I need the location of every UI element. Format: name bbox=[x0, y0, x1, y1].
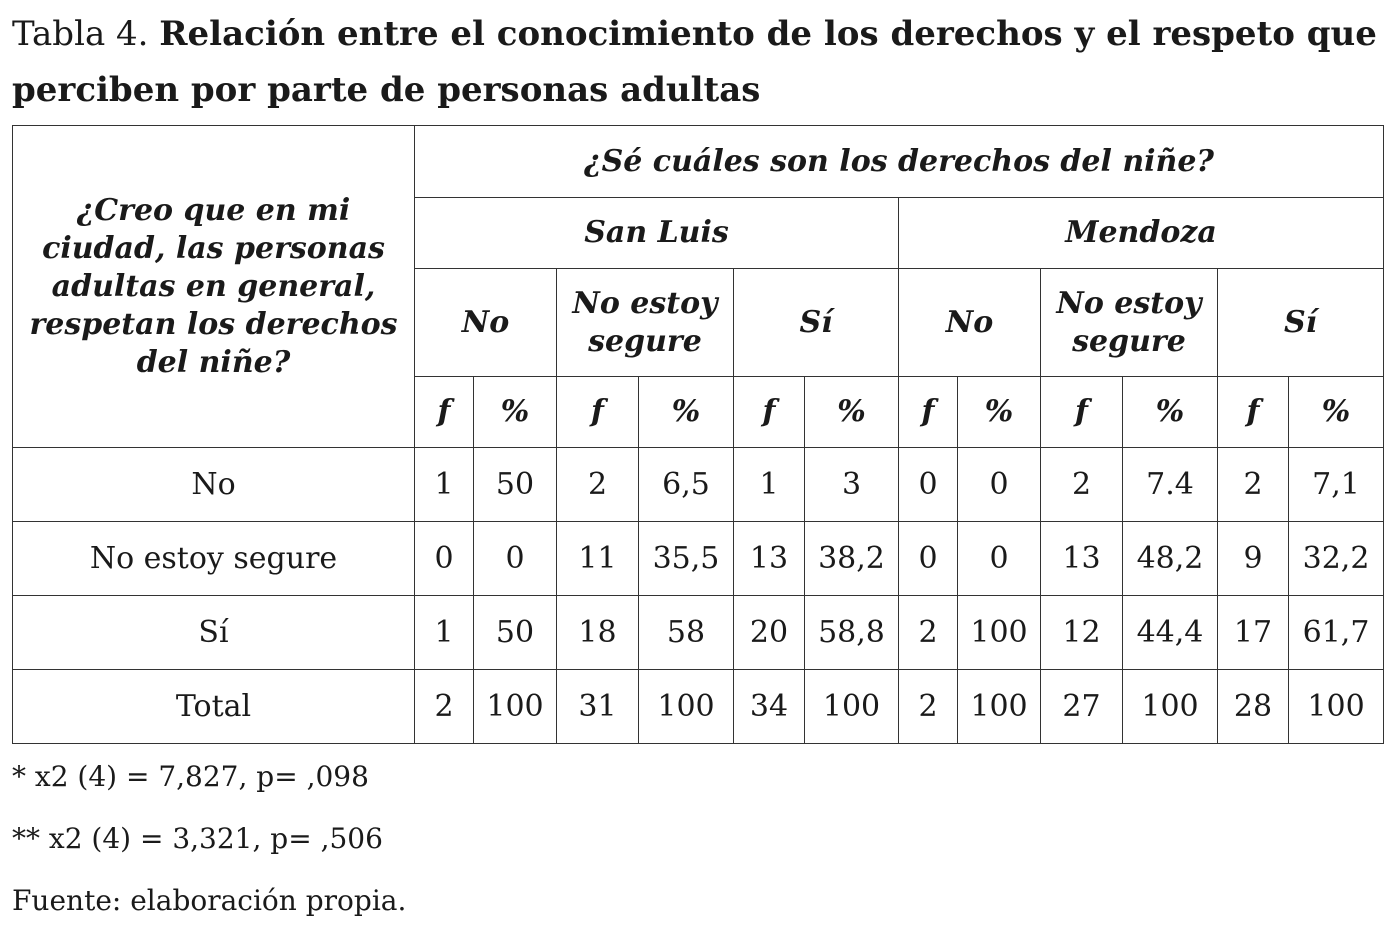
percent-cell: 100 bbox=[474, 670, 557, 744]
frequency-cell: 2 bbox=[1041, 448, 1123, 522]
frequency-cell: 27 bbox=[1041, 670, 1123, 744]
chi-square-note-san-luis: * x2 (4) = 7,827, p= ,098 bbox=[12, 760, 369, 793]
table-title bbox=[12, 6, 1382, 118]
frequency-cell: 34 bbox=[734, 670, 805, 744]
answer-header: Sí bbox=[1218, 269, 1384, 377]
city-header: Mendoza bbox=[899, 198, 1384, 269]
answer-header: Sí bbox=[734, 269, 899, 377]
percent-cell: 100 bbox=[805, 670, 899, 744]
freq-subheader: f bbox=[415, 377, 474, 448]
percent-cell: 100 bbox=[958, 596, 1041, 670]
frequency-cell: 2 bbox=[1218, 448, 1289, 522]
row-label: Sí bbox=[13, 596, 415, 670]
frequency-cell: 13 bbox=[1041, 522, 1123, 596]
table-row bbox=[13, 522, 1384, 596]
percent-cell: 7.4 bbox=[1123, 448, 1218, 522]
pct-subheader: % bbox=[1123, 377, 1218, 448]
freq-subheader: f bbox=[734, 377, 805, 448]
row-label: No bbox=[13, 448, 415, 522]
percent-cell: 50 bbox=[474, 596, 557, 670]
frequency-cell: 13 bbox=[734, 522, 805, 596]
percent-cell: 3 bbox=[805, 448, 899, 522]
percent-cell: 61,7 bbox=[1289, 596, 1384, 670]
frequency-cell: 12 bbox=[1041, 596, 1123, 670]
frequency-cell: 2 bbox=[899, 596, 958, 670]
frequency-cell: 11 bbox=[557, 522, 639, 596]
pct-subheader: % bbox=[474, 377, 557, 448]
percent-cell: 50 bbox=[474, 448, 557, 522]
percent-cell: 35,5 bbox=[639, 522, 734, 596]
frequency-cell: 18 bbox=[557, 596, 639, 670]
table-row bbox=[13, 448, 1384, 522]
column-header: ¿Sé cuáles son los derechos del niñe? bbox=[415, 126, 1384, 198]
frequency-cell: 20 bbox=[734, 596, 805, 670]
table-row bbox=[13, 670, 1384, 744]
freq-subheader: f bbox=[1218, 377, 1289, 448]
pct-subheader: % bbox=[1289, 377, 1384, 448]
freq-subheader: f bbox=[557, 377, 639, 448]
frequency-cell: 0 bbox=[415, 522, 474, 596]
freq-subheader: f bbox=[899, 377, 958, 448]
frequency-cell: 2 bbox=[557, 448, 639, 522]
table-row bbox=[13, 596, 1384, 670]
pct-subheader: % bbox=[639, 377, 734, 448]
answer-header: No estoy segure bbox=[557, 269, 734, 377]
freq-subheader: f bbox=[1041, 377, 1123, 448]
percent-cell: 58 bbox=[639, 596, 734, 670]
percent-cell: 58,8 bbox=[805, 596, 899, 670]
percent-cell: 38,2 bbox=[805, 522, 899, 596]
row-label: Total bbox=[13, 670, 415, 744]
frequency-cell: 31 bbox=[557, 670, 639, 744]
percent-cell: 32,2 bbox=[1289, 522, 1384, 596]
frequency-cell: 1 bbox=[415, 448, 474, 522]
pct-subheader: % bbox=[805, 377, 899, 448]
pct-subheader: % bbox=[958, 377, 1041, 448]
percent-cell: 0 bbox=[958, 448, 1041, 522]
percent-cell: 0 bbox=[474, 522, 557, 596]
percent-cell: 0 bbox=[958, 522, 1041, 596]
percent-cell: 100 bbox=[958, 670, 1041, 744]
frequency-cell: 0 bbox=[899, 522, 958, 596]
answer-header: No bbox=[415, 269, 557, 377]
frequency-cell: 1 bbox=[734, 448, 805, 522]
percent-cell: 44,4 bbox=[1123, 596, 1218, 670]
frequency-cell: 17 bbox=[1218, 596, 1289, 670]
percent-cell: 100 bbox=[1289, 670, 1384, 744]
percent-cell: 7,1 bbox=[1289, 448, 1384, 522]
frequency-cell: 2 bbox=[899, 670, 958, 744]
frequency-cell: 0 bbox=[899, 448, 958, 522]
table-body bbox=[13, 448, 1384, 744]
row-header: ¿Creo que en mi ciudad, las personas adultas en general, respetan los derechos del niñe? bbox=[13, 126, 415, 448]
source-note: Fuente: elaboración propia. bbox=[12, 884, 407, 917]
table-number: Tabla 4. bbox=[12, 14, 149, 54]
frequency-cell: 2 bbox=[415, 670, 474, 744]
data-table bbox=[12, 125, 1384, 744]
frequency-cell: 9 bbox=[1218, 522, 1289, 596]
percent-cell: 6,5 bbox=[639, 448, 734, 522]
chi-square-note-mendoza: ** x2 (4) = 3,321, p= ,506 bbox=[12, 822, 383, 855]
frequency-cell: 1 bbox=[415, 596, 474, 670]
percent-cell: 48,2 bbox=[1123, 522, 1218, 596]
table-caption: Relación entre el conocimiento de los derechos y el respeto que perciben por parte de personas adultas bbox=[12, 14, 1377, 110]
percent-cell: 100 bbox=[1123, 670, 1218, 744]
frequency-cell: 28 bbox=[1218, 670, 1289, 744]
answer-header: No bbox=[899, 269, 1041, 377]
row-label: No estoy segure bbox=[13, 522, 415, 596]
city-header: San Luis bbox=[415, 198, 899, 269]
percent-cell: 100 bbox=[639, 670, 734, 744]
answer-header: No estoy segure bbox=[1041, 269, 1218, 377]
